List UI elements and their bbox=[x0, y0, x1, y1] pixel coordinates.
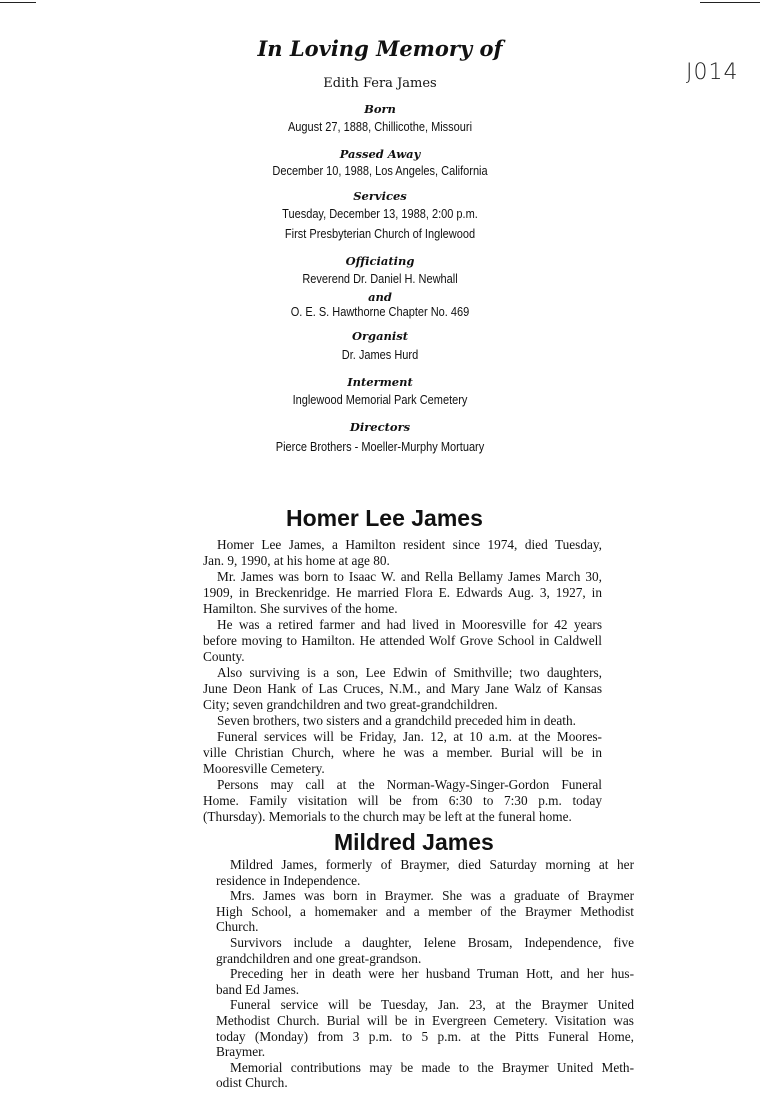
section-label: Organist bbox=[351, 329, 409, 343]
obituary-heading: Homer Lee James bbox=[286, 505, 483, 531]
corner-rule-right bbox=[700, 2, 760, 3]
section-label: Born bbox=[364, 102, 396, 116]
obituary-line: (Thursday). Memorials to the church may be left at the funeral home. bbox=[203, 809, 572, 824]
section-line: Reverend Dr. Daniel H. Newhall bbox=[302, 272, 458, 286]
obituary-line: Homer Lee James, a Hamilton resident since 1974, died Tuesday, bbox=[217, 537, 602, 552]
obituary-line: Preceding her in death were her husband Truman Hott, and her hus- bbox=[230, 966, 634, 982]
section-label: Interment bbox=[347, 375, 413, 389]
memorial-name: Edith Fera James bbox=[323, 76, 437, 91]
obituary-line: Mrs. James was born in Braymer. She was a graduate of Braymer bbox=[230, 888, 634, 904]
section-label: Directors bbox=[349, 420, 411, 434]
obituary-line: odist Church. bbox=[216, 1075, 288, 1091]
obituary-line: Braymer. bbox=[216, 1044, 266, 1060]
obituary-line: Home. Family visitation will be from 6:30 to 7:30 p.m. today bbox=[203, 793, 602, 808]
obituary-line: Mooresville Cemetery. bbox=[203, 761, 325, 776]
obituary-line: He was a retired farmer and had lived in Mooresville for 42 years bbox=[217, 617, 602, 632]
obituary-line: Methodist Church. Burial will be in Evergreen Cemetery. Visitation was bbox=[216, 1012, 634, 1028]
obituary-line: Also surviving is a son, Lee Edwin of Smithville; two daughters, bbox=[217, 665, 602, 680]
section-label: Passed Away bbox=[339, 147, 421, 161]
obituary-body bbox=[216, 857, 634, 1091]
obituary-line: Funeral service will be Tuesday, Jan. 23, at the Braymer United bbox=[230, 997, 634, 1013]
obituary-line: Funeral services will be Friday, Jan. 12, at 10 a.m. at the Moores- bbox=[217, 729, 602, 744]
obituary-line: Seven brothers, two sisters and a grandchild preceded him in death. bbox=[217, 713, 576, 728]
corner-rule-left bbox=[0, 2, 36, 3]
obituary-line: Hamilton. She survives of the home. bbox=[203, 601, 398, 616]
obituary-line: June Deon Hank of Las Cruces, N.M., and Mary Jane Walz of Kansas bbox=[203, 681, 602, 696]
obituary-line: Survivors include a daughter, Ielene Brosam, Independence, five bbox=[230, 934, 634, 950]
section-line: Tuesday, December 13, 1988, 2:00 p.m. bbox=[282, 207, 478, 221]
section-line: Pierce Brothers - Moeller-Murphy Mortuary bbox=[275, 440, 485, 454]
section-line: Dr. James Hurd bbox=[341, 348, 419, 362]
obituary-line: Jan. 9, 1990, at his home at age 80. bbox=[203, 553, 390, 568]
section-line: O. E. S. Hawthorne Chapter No. 469 bbox=[290, 305, 470, 319]
handwritten-code: J014 bbox=[686, 60, 739, 85]
obituary-line: before moving to Hamilton. He attended Wolf Grove School in Caldwell bbox=[203, 633, 602, 648]
memorial-title: In Loving Memory of bbox=[257, 36, 503, 61]
obituary-line: residence in Independence. bbox=[216, 872, 361, 888]
obituary-line: High School, a homemaker and a member of the Braymer Methodist bbox=[216, 903, 634, 919]
obituary-line: today (Monday) from 3 p.m. to 5 p.m. at the Pitts Funeral Home, bbox=[216, 1028, 634, 1044]
obituary-line: grandchildren and one great-grandson. bbox=[216, 950, 422, 966]
obituary-line: Mildred James, formerly of Braymer, died Saturday morning at her bbox=[230, 857, 634, 872]
section-line: December 10, 1988, Los Angeles, California bbox=[272, 164, 488, 178]
section-line: First Presbyterian Church of Inglewood bbox=[284, 227, 476, 241]
section-label: Services bbox=[353, 189, 407, 203]
obituary-line: Persons may call at the Norman-Wagy-Singer-Gordon Funeral bbox=[217, 777, 602, 792]
obituary-line: band Ed James. bbox=[216, 981, 300, 997]
section-line: Inglewood Memorial Park Cemetery bbox=[292, 393, 468, 407]
obituary-line: Memorial contributions may be made to the Braymer United Meth- bbox=[230, 1059, 634, 1075]
obituary-heading: Mildred James bbox=[334, 829, 494, 855]
obituary-line: ville Christian Church, where he was a member. Burial will be in bbox=[203, 745, 602, 760]
obituary-line: County. bbox=[203, 649, 245, 664]
section-line: August 27, 1888, Chillicothe, Missouri bbox=[287, 120, 473, 134]
obituary-line: Church. bbox=[216, 919, 259, 935]
obituary-body bbox=[203, 537, 602, 825]
obituary-line: Mr. James was born to Isaac W. and Rella Bellamy James March 30, bbox=[217, 569, 602, 584]
section-label: Officiating bbox=[345, 254, 415, 268]
obituary-line: 1909, in Breckenridge. He married Flora E. Edwards Aug. 3, 1927, in bbox=[203, 585, 602, 600]
section-label: and bbox=[368, 290, 392, 304]
obituary-line: City; seven grandchildren and two great-grandchildren. bbox=[203, 697, 498, 712]
